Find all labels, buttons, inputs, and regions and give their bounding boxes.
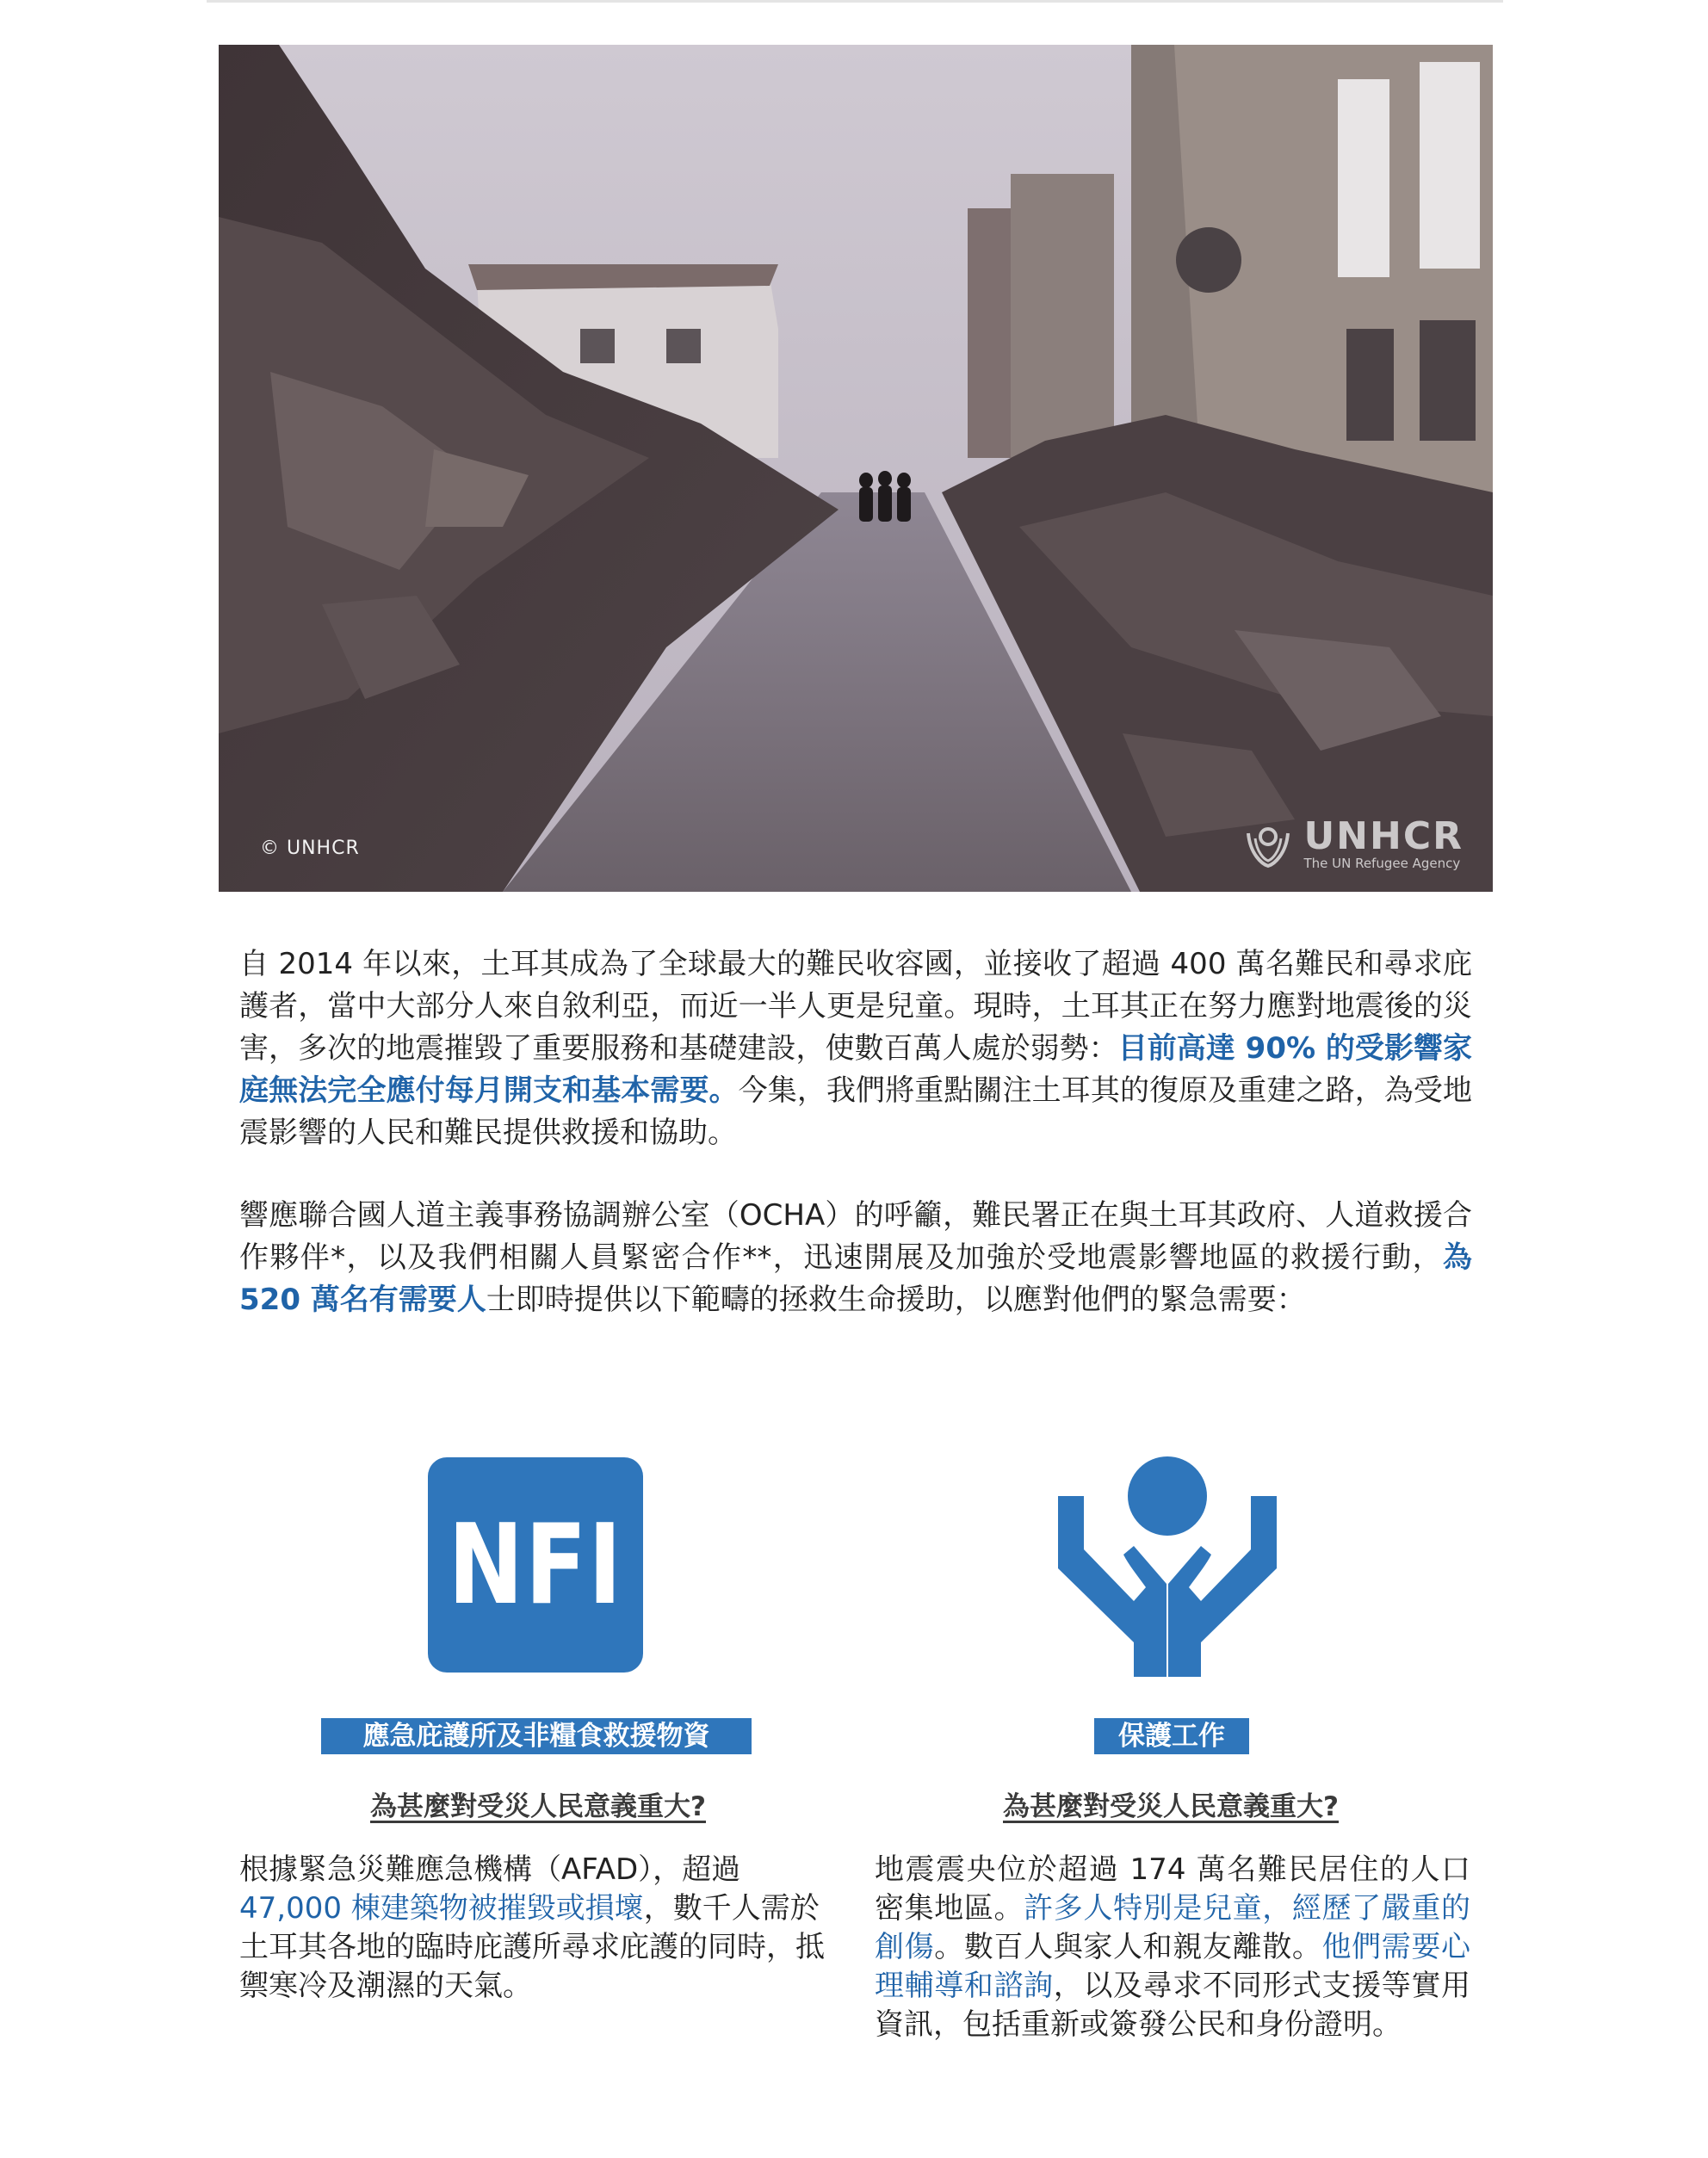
protection-description	[875, 1851, 1470, 2044]
intro-highlight: 目前高達 90% 的受影響家庭無法完全應付每月開支和基本需要。	[239, 1031, 1472, 1108]
protection-why-heading: 為甚麼對受災人民意義重大?	[1003, 1791, 1339, 1822]
ocha-highlight: 為 520 萬名有需要人	[239, 1240, 1472, 1317]
intro-paragraph-1	[239, 943, 1472, 1154]
shelter-why-heading: 為甚麼對受災人民意義重大?	[370, 1791, 706, 1822]
protection-highlight-2: 他們需要心理輔導和諮詢	[875, 1930, 1471, 2003]
top-divider	[207, 0, 1503, 3]
watermark-tagline: The UN Refugee Agency	[1303, 856, 1461, 871]
photo-credit: © UNHCR	[260, 838, 360, 859]
intro-text-end: 今集，我們將重點關注土耳其的復原及重建之路，為受地震影響的人民和難民提供救援和協助。	[239, 1073, 1473, 1150]
nfi-icon	[428, 1457, 643, 1673]
protection-text-end: ，以及尋求不同形式支援等實用資訊，包括重新或簽發公民和身份證明。	[875, 1969, 1471, 2042]
shelter-description	[239, 1851, 833, 2006]
intro-text: 自 2014 年以來，土耳其成為了全球最大的難民收容國，並接收了超過 400 萬名難民和尋求庇護者，當中大部分人來自敘利亞，而近一半人更是兒童。現時，土耳其正在努力應對地震後的災害，多次的地震摧毀了重要服務和基礎建設，使數百萬人處於弱勢：	[239, 947, 1472, 1066]
shelter-text: 根據緊急災難應急機構（AFAD），超過	[239, 1852, 741, 1887]
intro-paragraph-2	[239, 1195, 1472, 1321]
unhcr-emblem-icon	[1241, 818, 1295, 871]
shelter-text-end: ，數千人需於土耳其各地的臨時庇護所尋求庇護的同時，抵禦寒冷及潮濕的天氣。	[239, 1891, 825, 2003]
unhcr-watermark	[1241, 814, 1464, 871]
protection-text: 地震震央位於超過 174 萬名難民居住的人口密集地區。	[875, 1852, 1470, 1926]
protection-hands-icon	[1055, 1455, 1280, 1677]
protection-label: 保護工作	[1094, 1718, 1249, 1754]
protection-highlight-1: 許多人特別是兒童，經歷了嚴重的創傷	[875, 1891, 1471, 1964]
watermark-name: UNHCR	[1303, 814, 1464, 858]
ocha-text: 響應聯合國人道主義事務協調辦公室（OCHA）的呼籲，難民署正在與土耳其政府、人道救援合作夥伴*，以及我們相關人員緊密合作**，迅速開展及加強於受地震影響地區的救援行動，	[239, 1198, 1472, 1275]
shelter-nfi-label: 應急庇護所及非糧食救援物資	[321, 1718, 752, 1754]
earthquake-street-photo	[219, 45, 1493, 892]
shelter-highlight: 47,000 棟建築物被摧毀或損壞	[239, 1891, 644, 1926]
nfi-icon-text: NFI	[448, 1500, 623, 1629]
ocha-text-end: 士即時提供以下範疇的拯救生命援助，以應對他們的緊急需要：	[486, 1283, 1306, 1317]
protection-text-middle: 。數百人與家人和親友離散。	[934, 1930, 1322, 1964]
